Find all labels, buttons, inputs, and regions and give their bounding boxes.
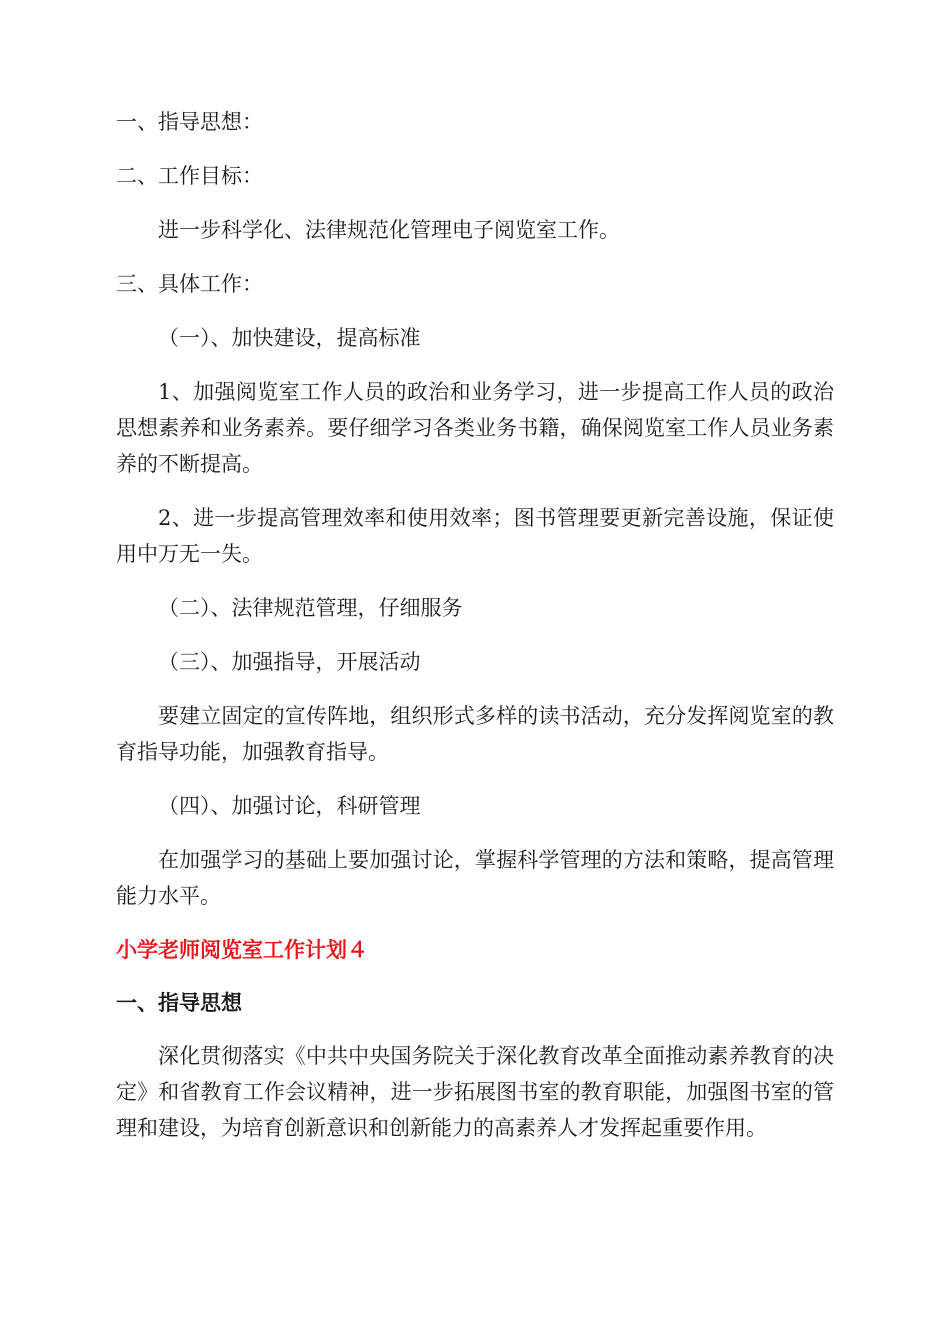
paragraph-sub-4: 在加强学习的基础上要加强讨论，掌握科学管理的方法和策略，提高管理能力水平。 [116,848,834,908]
paragraph-item-1: 1、加强阅览室工作人员的政治和业务学习，进一步提高工作人员的政治思想素养和业务素养。要仔细学习各类业务书籍，确保阅览室工作人员业务素养的不断提高。 [116,380,834,476]
paragraph-work-goal: 进一步科学化、法律规范化管理电子阅览室工作。 [158,218,620,242]
paragraph-sub-3: 要建立固定的宣传阵地，组织形式多样的读书活动，充分发挥阅览室的教育指导功能，加强教育指导。 [116,704,834,764]
document-content [116,104,834,1146]
paragraph-item-2: 2、进一步提高管理效率和使用效率；图书管理要更新完善设施，保证使用中万无一失。 [116,506,834,566]
paragraph-plan4-body: 深化贯彻落实《中共中央国务院关于深化教育改革全面推动素养教育的决定》和省教育工作会议精神，进一步拓展图书室的教育职能，加强图书室的管理和建设，为培育创新意识和创新能力的高素养人才发挥起重要作用。 [116,1044,834,1140]
subheading-2: （二）、法律规范管理，仔细服务 [158,596,463,620]
subheading-4: （四）、加强讨论，科研管理 [158,794,421,818]
subheading-3: （三）、加强指导，开展活动 [158,650,421,674]
heading-specific-work: 三、具体工作： [116,272,263,296]
subheading-1: （一）、加快建设，提高标准 [158,326,421,350]
heading-work-goal: 二、工作目标： [116,164,263,188]
heading-guiding-thought: 一、指导思想： [116,110,263,134]
heading-plan4-guiding-thought: 一、指导思想 [116,991,242,1015]
section-title: 小学老师阅览室工作计划４ [116,938,368,962]
